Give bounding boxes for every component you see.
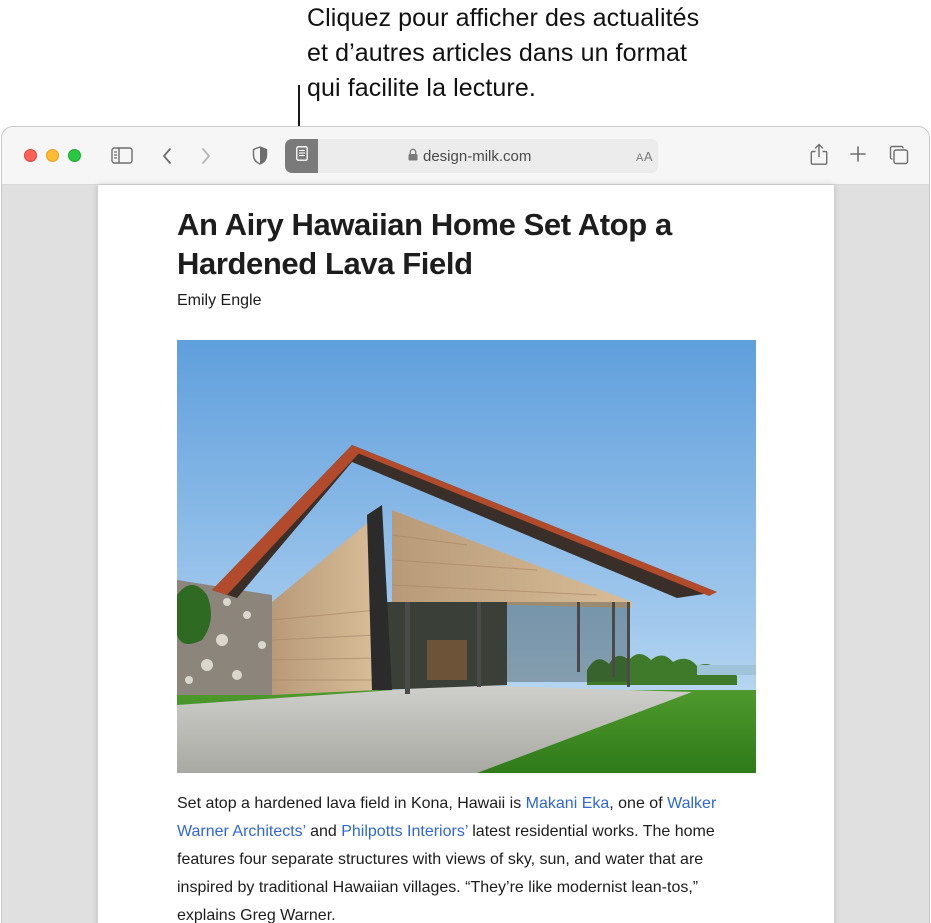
zoom-window-button[interactable] (68, 149, 81, 162)
sidebar-icon (111, 147, 133, 164)
link-philpotts[interactable]: Philpotts Interiors’ (341, 823, 468, 840)
lock-icon (408, 148, 418, 165)
link-makani-eka[interactable]: Makani Eka (525, 795, 610, 812)
back-button[interactable] (158, 145, 176, 167)
paragraph-text-1: Set atop a hardened lava field in Kona, Hawaii is (177, 795, 526, 812)
paragraph-text-4: latest residential works. The home features four separate structures with views of sky, sun, and water that are inspired by traditional Hawaiian villages. “They’re like modernist lean-tos,” explains Greg Warner. (177, 823, 715, 923)
minimize-window-button[interactable] (46, 149, 59, 162)
article-title: An Airy Hawaiian Home Set Atop a Hardened Lava Field (177, 207, 672, 281)
browser-window (1, 126, 930, 923)
forward-button[interactable] (197, 145, 215, 167)
back-chevron-icon (161, 147, 173, 165)
reader-page (98, 185, 834, 923)
article-paragraph (177, 790, 757, 923)
new-tab-button[interactable] (848, 144, 868, 164)
forward-chevron-icon (200, 147, 212, 165)
text-size-small-label: A (636, 152, 644, 164)
link-walker-warner[interactable]: Walker Warner Architects’ (177, 795, 717, 840)
sidebar-button[interactable] (110, 145, 134, 165)
reader-button[interactable] (285, 139, 318, 173)
url-text: design-milk.com (423, 148, 532, 165)
url-display[interactable] (408, 148, 531, 165)
article-hero-image (177, 340, 756, 773)
callout-line-2: et d’autres articles dans un format (307, 39, 688, 67)
privacy-shield-icon (252, 146, 268, 165)
text-size-big-label: A (643, 149, 654, 164)
text-size-button[interactable] (636, 149, 653, 164)
reader-icon (296, 146, 308, 166)
new-tab-plus-icon (850, 146, 866, 162)
paragraph-text-2: , one of (609, 795, 668, 812)
article-author: Emily Engle (177, 292, 262, 309)
close-window-button[interactable] (24, 149, 37, 162)
callout-line-3: qui facilite la lecture. (307, 74, 536, 102)
callout-text (307, 1, 827, 106)
privacy-report-button[interactable] (250, 144, 270, 166)
callout-line-1: Cliquez pour afficher des actualités (307, 4, 700, 32)
paragraph-text-3: and (305, 823, 342, 840)
share-button[interactable] (808, 141, 830, 167)
tab-overview-button[interactable] (888, 144, 910, 166)
share-icon (810, 143, 828, 166)
toolbar (2, 127, 929, 185)
tab-overview-icon (889, 145, 909, 165)
